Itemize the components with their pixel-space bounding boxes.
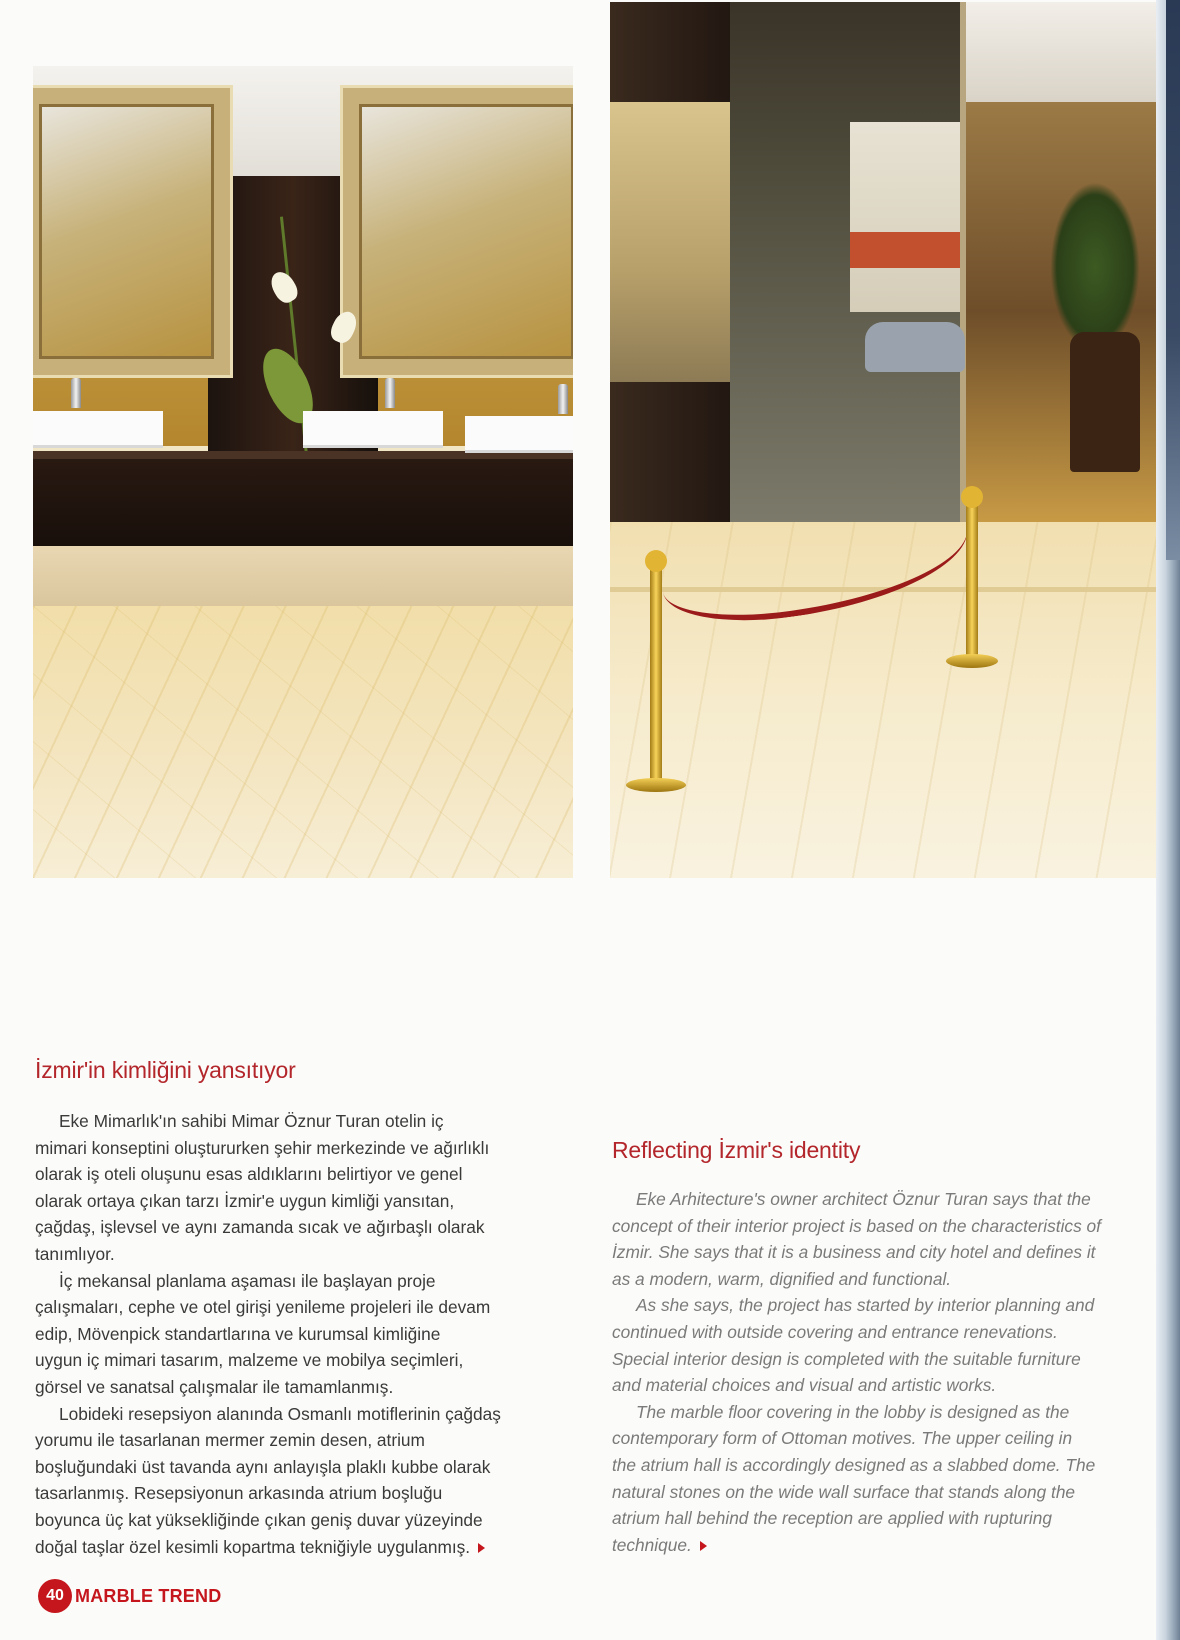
body-line: As she says, the project has started by interior planning and	[636, 1295, 1095, 1316]
body-line-text: doğal taşlar özel kesimli kopartma tekniğiyle uygulanmış.	[35, 1536, 471, 1557]
body-line: concept of their interior project is based on the characteristics of	[612, 1215, 1101, 1236]
page-number: 40	[38, 1579, 72, 1613]
english-body	[612, 1186, 1137, 1558]
body-line: Lobideki resepsiyon alanında Osmanlı motiflerinin çağdaş	[59, 1403, 501, 1424]
body-line: olarak iş oteli oluşunu esas aldıklarını belirtiyor ve genel	[35, 1164, 463, 1185]
reflected-building	[850, 122, 960, 312]
page-footer	[38, 1579, 221, 1613]
body-line: Eke Mimarlık'ın sahibi Mimar Öznur Turan otelin iç	[59, 1111, 444, 1131]
brass-stanchion	[966, 492, 978, 662]
body-line: olarak ortaya çıkan tarzı İzmir'e uygun kimliği yansıtan,	[35, 1190, 455, 1211]
body-line: the atrium hall is accordingly designed as a slabbed dome. The	[612, 1454, 1096, 1475]
body-line: The marble floor covering in the lobby is designed as the	[636, 1401, 1070, 1422]
sink-basin	[303, 411, 443, 448]
body-line: and material choices and visual and artistic works.	[612, 1375, 997, 1396]
faucet-icon	[385, 378, 395, 408]
body-line: boşluğundaki üst tavanda aynı anlayışla plaklı kubbe olarak	[35, 1456, 491, 1477]
body-last-line	[612, 1532, 1137, 1559]
body-line: boyunca üç kat yüksekliğinde çıkan geniş duvar yüzeyinde	[35, 1509, 483, 1530]
body-line: yorumu ile tasarlanan mermer zemin desen, atrium	[35, 1430, 425, 1451]
body-line: görsel ve sanatsal çalışmalar ile tamamlanmış.	[35, 1376, 394, 1397]
body-line: İzmir. She says that it is a business and city hotel and defines it	[612, 1242, 1096, 1263]
body-line: atrium hall behind the reception are applied with rupturing	[612, 1508, 1052, 1529]
body-line: continued with outside covering and entrance renevations.	[612, 1321, 1058, 1342]
turkish-heading: İzmir'in kimliğini yansıtıyor	[35, 1057, 296, 1083]
body-line: natural stones on the wide wall surface that stands along the	[612, 1481, 1076, 1502]
body-line: çalışmaları, cephe ve otel girişi yenileme projeleri ile devam	[35, 1297, 491, 1318]
stanchion-base	[946, 654, 998, 668]
sink-basin	[33, 411, 163, 448]
body-line: mimari konseptini oluştururken şehir merkezinde ve ağırlıklı	[35, 1137, 490, 1158]
potted-palm	[1050, 182, 1140, 352]
body-line: contemporary form of Ottoman motives. The upper ceiling in	[612, 1428, 1073, 1449]
body-line: tasarlanmış. Resepsiyonun arkasında atrium boşluğu	[35, 1483, 443, 1504]
body-line: Special interior design is completed with the suitable furniture	[612, 1348, 1081, 1369]
continue-arrow-icon	[478, 1543, 485, 1553]
body-line: Eke Arhitecture's owner architect Öznur Turan says that the	[636, 1189, 1091, 1209]
faucet-icon	[558, 384, 568, 414]
sink-basin	[465, 416, 573, 453]
body-line: çağdaş, işlevsel ve aynı zamanda sıcak ve ağırbaşlı olarak	[35, 1217, 485, 1238]
turkish-body	[35, 1108, 580, 1560]
body-line-text: technique.	[612, 1534, 692, 1555]
lobby-chair	[1070, 332, 1140, 472]
english-heading: Reflecting İzmir's identity	[612, 1137, 861, 1163]
body-line: tanımlıyor.	[35, 1243, 115, 1264]
body-line: İç mekansal planlama aşaması ile başlayan proje	[59, 1270, 436, 1291]
reflected-shop-sign	[850, 232, 960, 268]
facing-page-edge	[1166, 0, 1180, 560]
brass-stanchion	[650, 557, 662, 787]
body-line: as a modern, warm, dignified and functional.	[612, 1268, 952, 1289]
lobby-mirror-photo	[610, 2, 1156, 878]
street-reflection	[610, 102, 730, 382]
continue-arrow-icon	[700, 1541, 707, 1551]
ornate-gold-mirror	[343, 88, 573, 375]
reflected-car	[865, 322, 965, 372]
marble-floor	[33, 606, 573, 878]
stanchion-finial	[961, 486, 983, 508]
stanchion-base	[626, 778, 686, 792]
body-last-line	[35, 1534, 580, 1561]
faucet-icon	[71, 378, 81, 408]
magazine-name: MARBLE TREND	[75, 1585, 222, 1606]
body-line: edip, Mövenpick standartlarına ve kurumsal kimliğine	[35, 1323, 441, 1344]
stanchion-finial	[645, 550, 667, 572]
washroom-photo	[33, 66, 573, 878]
ornate-gold-mirror	[33, 88, 230, 375]
body-line: uygun iç mimari tasarım, malzeme ve mobilya seçimleri,	[35, 1350, 464, 1371]
